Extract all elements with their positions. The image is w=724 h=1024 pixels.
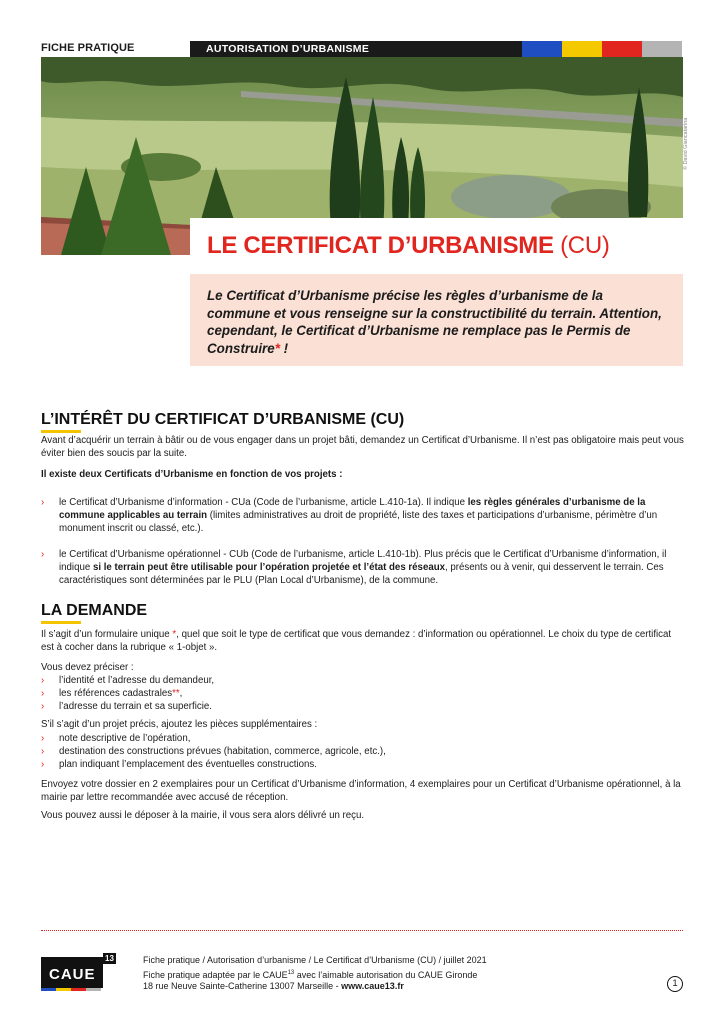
logo-stripe-blue [41,988,56,991]
logo-stripe-grey [86,988,101,991]
list2-item-text: plan indiquant l’emplacement des éventuelles constructions. [59,759,317,770]
intro-asterisk: * [274,340,280,356]
bullet-arrow-icon: › [41,733,45,744]
footer-line-2-sup: 13 [287,970,295,976]
heading-underline [41,430,81,433]
footer-line-3 [143,980,404,993]
footer-line-1: Fiche pratique / Autorisation d’urbanisme / Le Certificat d’Urbanisme (CU) / juillet 2021 [143,955,487,965]
bullet-arrow-icon: › [41,701,45,712]
bullet-arrow-icon: › [41,497,45,508]
footer-website-link[interactable]: www.caue13.fr [341,981,404,991]
section2-dossier-paragraph: Envoyez votre dossier en 2 exemplaires pour un Certificat d’Urbanisme d’information, 4 exemplaires pour un Certificat d’Urbanisme opérationnel, à la mairie par lettre recommandée avec accusé de réception. [41,779,681,804]
section1-lead: Il existe deux Certificats d’Urbanisme en fonction de vos projets : [41,469,343,480]
list1-item [41,700,212,713]
section-heading-demande: LA DEMANDE [41,602,148,619]
list2-item-text: destination des constructions prévues (habitation, commerce, agricole, etc.), [59,746,386,757]
footer-line-2b: avec l’aimable autorisation du CAUE Gironde [294,970,478,980]
list2-lead: S’il s’agit d’un projet précis, ajoutez les pièces supplémentaires : [41,719,318,730]
list2-item [41,745,386,758]
logo-text: CAUE [49,966,96,983]
list1-item-text: l’adresse du terrain et sa superficie. [59,701,212,712]
color-swatch-blue [522,41,562,57]
list1-item-text: les références cadastrales [59,688,173,699]
bullet-arrow-icon: › [41,675,45,686]
header-category-bar [190,41,522,57]
heading-underline [41,621,81,624]
bullet-cub-c: , présents ou à venir, qui desservent le terrain. Ces caractéristiques sont déterminées par le PLU (Plan Local d’Urbanisme), de la commune. [59,562,664,587]
list1-item: › les références cadastrales**, [41,688,183,699]
photo-credit: © David Giancatarina [683,117,689,170]
section2-paragraph [41,628,685,654]
list1-item-text: l’identité et l’adresse du demandeur, [59,675,215,686]
color-swatch-red [602,41,642,57]
intro-end: ! [279,340,289,356]
intro-text [207,287,667,357]
bullet-arrow-icon: › [41,549,45,560]
page-title [207,232,610,260]
bullet-arrow-icon: › [41,759,45,770]
footer-divider [41,930,683,931]
bullet-cub-a: le Certificat d’Urbanisme opérationnel - CUb (Code de l’urbanisme, article L.410-1b). Plus précis que le Certificat d’Urbanisme d’information, il indique [59,549,667,574]
logo-stripe-red [71,988,86,991]
section2-asterisk: * [172,629,177,640]
section2-para1-a: Il s’agit d’un formulaire unique [41,629,173,640]
section1-paragraph: Avant d’acquérir un terrain à bâtir ou de vous engager dans un projet bâti, demandez un Certificat d’Urbanisme. Il n’est pas obligatoire mais peut vous éviter bien des soucis par la suite. [41,435,684,460]
section-heading-interet: L’INTÉRÊT DU CERTIFICAT D’URBANISME (CU) [41,411,405,428]
page-number: 1 [667,976,683,992]
bullet-cua-b: les règles générales d’urbanisme de la commune applicables au terrain [59,497,646,522]
list1-lead: Vous devez préciser : [41,662,134,673]
list2-item [41,758,317,771]
bullet-cub-b: si le terrain peut être utilisable pour l’opération projetée et l’état des réseaux [92,562,446,574]
bullet-cua [59,496,685,536]
intro-body: Le Certificat d’Urbanisme précise les règles d’urbanisme de la commune et vous renseigne sur la constructibilité du terrain. Attention, cependant, le Certificat d’Urbanisme ne remplace pas le Permis de Construire [207,288,662,356]
title-suffix: (CU) [560,232,610,259]
footer-address: 18 rue Neuve Sainte-Catherine 13007 Marseille - [143,981,342,991]
footer-line-2a: Fiche pratique adaptée par le CAUE [143,970,288,980]
bullet-cub [59,548,685,588]
bullet-cua-a: le Certificat d’Urbanisme d’information - CUa (Code de l’urbanisme, article L.410-1a). Il indique [59,497,468,508]
color-swatch-yellow [562,41,602,57]
caue-logo [41,957,103,988]
section2-para1-b: , quel que soit le type de certificat que vous demandez : d’information ou opérationnel. Le choix du type de certificat est à cocher dans la rubrique « 1-objet ». [41,629,672,654]
header-category: AUTORISATION D’URBANISME [206,43,370,55]
header-label: FICHE PRATIQUE [41,42,135,54]
color-swatch-grey [642,41,682,57]
list1-item [41,674,214,687]
list2-item-text: note descriptive de l’opération, [59,733,191,744]
bullet-arrow-icon: › [41,688,45,699]
bullet-cua-c: (limites administratives au droit de propriété, liste des taxes et participations d’urbanisme, périmètre d’un monument inscrit ou classé, etc.). [59,510,658,535]
list1-double-asterisk: ** [172,688,180,699]
section2-depot-paragraph: Vous pouvez aussi le déposer à la mairie, il vous sera alors délivré un reçu. [41,810,365,821]
logo-number: 13 [105,954,114,963]
title-main: LE CERTIFICAT D’URBANISME [207,232,554,259]
bullet-arrow-icon: › [41,746,45,757]
logo-stripe-yellow [56,988,71,991]
list2-item [41,732,190,745]
